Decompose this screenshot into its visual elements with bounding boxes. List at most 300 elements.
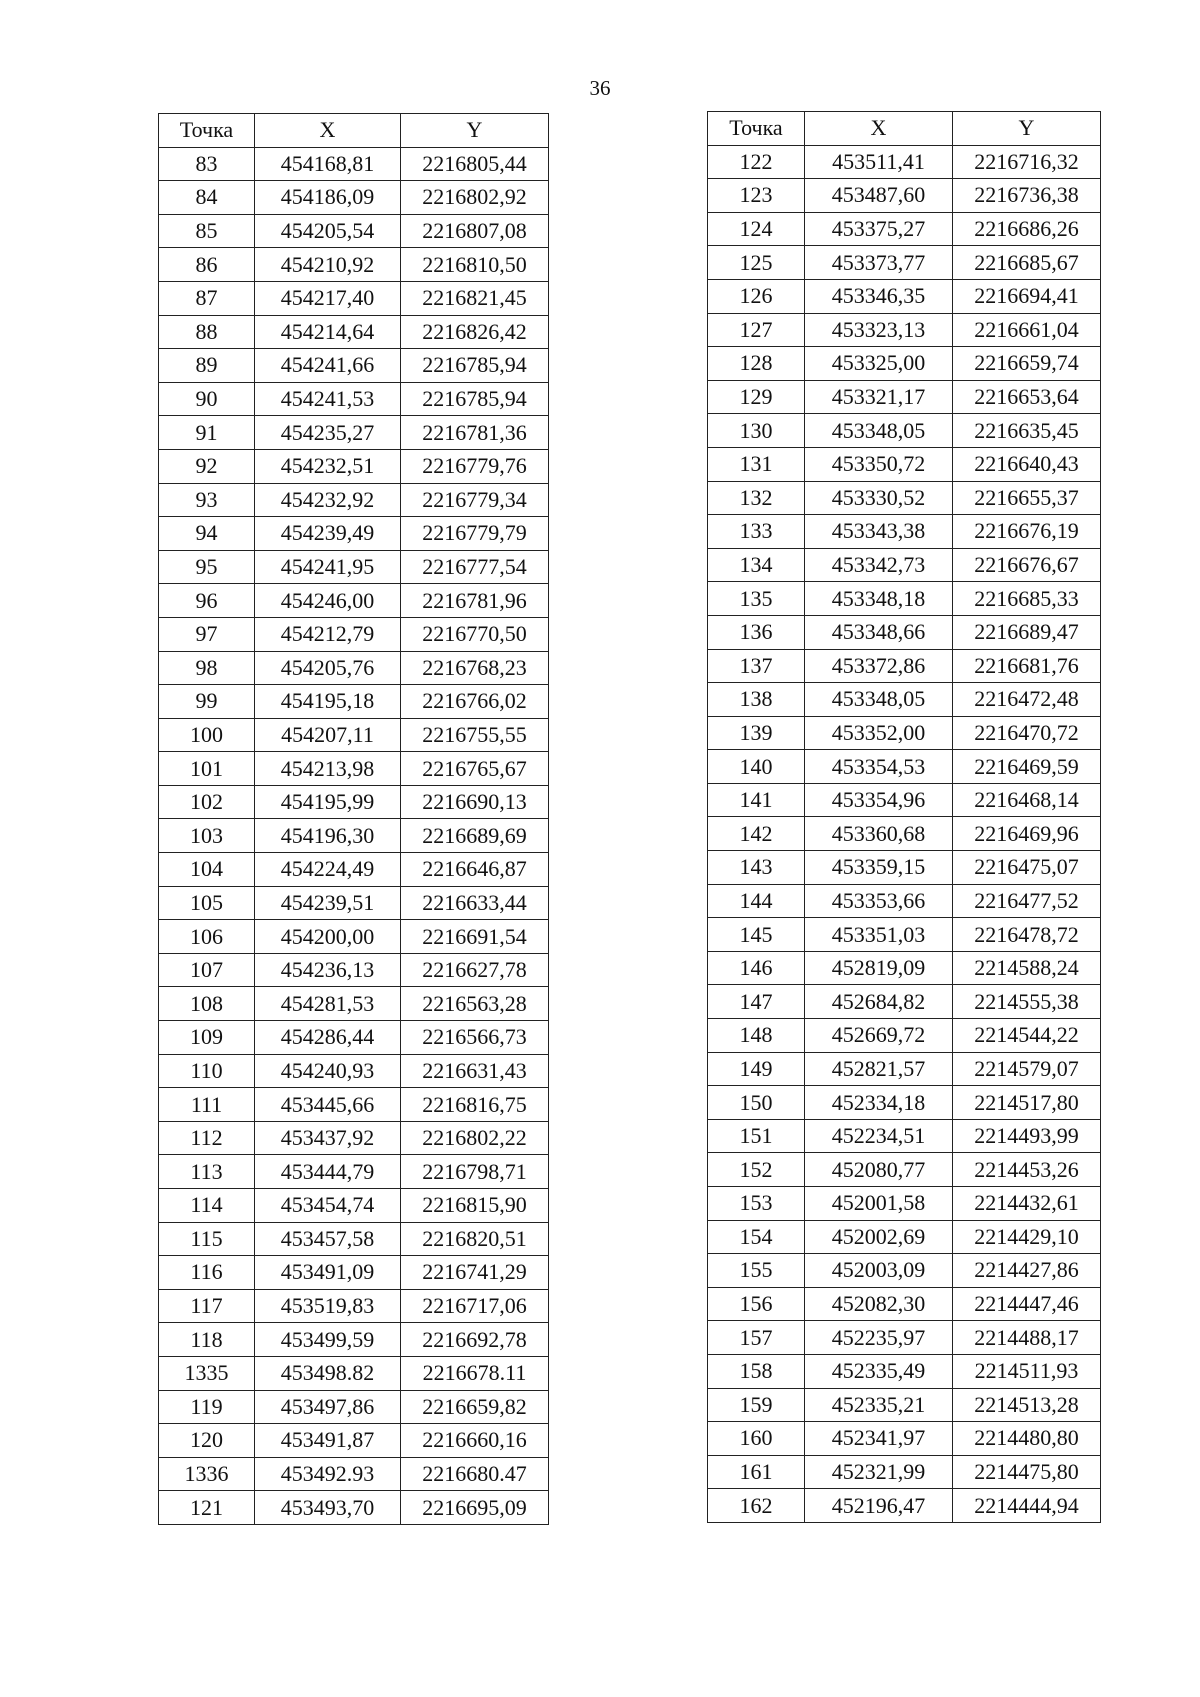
point-cell: 152 (708, 1153, 805, 1187)
table-row (708, 414, 1101, 448)
y-cell: 2216777,54 (401, 550, 549, 584)
x-cell: 453360,68 (805, 817, 953, 851)
table-row (708, 1388, 1101, 1422)
y-cell: 2216798,71 (401, 1155, 549, 1189)
x-cell: 454186,09 (255, 181, 401, 215)
table-row (708, 817, 1101, 851)
x-cell: 454213,98 (255, 752, 401, 786)
x-cell: 452082,30 (805, 1287, 953, 1321)
y-cell: 2214493,99 (953, 1119, 1101, 1153)
x-cell: 453348,18 (805, 582, 953, 616)
y-cell: 2216659,82 (401, 1390, 549, 1424)
x-cell: 454195,18 (255, 685, 401, 719)
x-cell: 452669,72 (805, 1019, 953, 1053)
table-row (708, 1422, 1101, 1456)
point-cell: 84 (159, 181, 255, 215)
point-cell: 103 (159, 819, 255, 853)
table-row (159, 953, 549, 987)
y-cell: 2214544,22 (953, 1019, 1101, 1053)
table-row (159, 853, 549, 887)
x-cell: 453321,17 (805, 380, 953, 414)
point-cell: 109 (159, 1021, 255, 1055)
x-cell: 454232,51 (255, 449, 401, 483)
y-cell: 2216566,73 (401, 1021, 549, 1055)
y-cell: 2216779,79 (401, 517, 549, 551)
point-cell: 111 (159, 1088, 255, 1122)
table-row (159, 382, 549, 416)
y-cell: 2216678.11 (401, 1356, 549, 1390)
x-cell: 453373,77 (805, 246, 953, 280)
y-cell: 2216661,04 (953, 313, 1101, 347)
x-cell: 454241,66 (255, 349, 401, 383)
point-cell: 136 (708, 615, 805, 649)
x-cell: 454241,53 (255, 382, 401, 416)
x-cell: 452234,51 (805, 1119, 953, 1153)
y-cell: 2216685,67 (953, 246, 1101, 280)
x-cell: 453348,05 (805, 414, 953, 448)
x-cell: 452235,97 (805, 1321, 953, 1355)
x-cell: 452819,09 (805, 951, 953, 985)
y-cell: 2214480,80 (953, 1422, 1101, 1456)
point-cell: 131 (708, 447, 805, 481)
table-row (159, 785, 549, 819)
x-cell: 453497,86 (255, 1390, 401, 1424)
point-cell: 113 (159, 1155, 255, 1189)
point-cell: 87 (159, 281, 255, 315)
y-cell: 2214511,93 (953, 1354, 1101, 1388)
column-header-point: Точка (159, 114, 255, 148)
table-row (159, 315, 549, 349)
table-row (159, 1323, 549, 1357)
x-cell: 454235,27 (255, 416, 401, 450)
table-row (159, 517, 549, 551)
y-cell: 2216640,43 (953, 447, 1101, 481)
x-cell: 453487,60 (805, 179, 953, 213)
table-row (708, 783, 1101, 817)
x-cell: 454286,44 (255, 1021, 401, 1055)
point-cell: 121 (159, 1491, 255, 1525)
point-cell: 117 (159, 1289, 255, 1323)
point-cell: 161 (708, 1455, 805, 1489)
point-cell: 124 (708, 212, 805, 246)
column-header-x: X (255, 114, 401, 148)
y-cell: 2214427,86 (953, 1254, 1101, 1288)
x-cell: 452341,97 (805, 1422, 953, 1456)
point-cell: 120 (159, 1424, 255, 1458)
table-row (159, 349, 549, 383)
x-cell: 453353,66 (805, 884, 953, 918)
y-cell: 2216475,07 (953, 851, 1101, 885)
table-row (708, 313, 1101, 347)
x-cell: 454239,49 (255, 517, 401, 551)
x-cell: 454224,49 (255, 853, 401, 887)
table-row (708, 683, 1101, 717)
table-row (708, 1254, 1101, 1288)
table-row (708, 548, 1101, 582)
y-cell: 2216690,13 (401, 785, 549, 819)
point-cell: 150 (708, 1086, 805, 1120)
x-cell: 454214,64 (255, 315, 401, 349)
column-header-point: Точка (708, 112, 805, 146)
point-cell: 98 (159, 651, 255, 685)
x-cell: 452196,47 (805, 1489, 953, 1523)
y-cell: 2216692,78 (401, 1323, 549, 1357)
x-cell: 453498.82 (255, 1356, 401, 1390)
y-cell: 2216472,48 (953, 683, 1101, 717)
x-cell: 454195,99 (255, 785, 401, 819)
point-cell: 1335 (159, 1356, 255, 1390)
table-row (159, 651, 549, 685)
y-cell: 2216766,02 (401, 685, 549, 719)
point-cell: 119 (159, 1390, 255, 1424)
table-row (708, 447, 1101, 481)
table-row (159, 1155, 549, 1189)
table-row (159, 1222, 549, 1256)
y-cell: 2214429,10 (953, 1220, 1101, 1254)
y-cell: 2216820,51 (401, 1222, 549, 1256)
y-cell: 2216755,55 (401, 718, 549, 752)
y-cell: 2216736,38 (953, 179, 1101, 213)
point-cell: 142 (708, 817, 805, 851)
point-cell: 129 (708, 380, 805, 414)
point-cell: 95 (159, 550, 255, 584)
point-cell: 90 (159, 382, 255, 416)
point-cell: 139 (708, 716, 805, 750)
table-row (708, 1489, 1101, 1523)
point-cell: 133 (708, 515, 805, 549)
x-cell: 453492.93 (255, 1457, 401, 1491)
x-cell: 452335,49 (805, 1354, 953, 1388)
point-cell: 156 (708, 1287, 805, 1321)
x-cell: 454205,54 (255, 214, 401, 248)
x-cell: 453342,73 (805, 548, 953, 582)
table-row (708, 918, 1101, 952)
y-cell: 2216691,54 (401, 920, 549, 954)
table-row (159, 416, 549, 450)
point-cell: 107 (159, 953, 255, 987)
y-cell: 2216655,37 (953, 481, 1101, 515)
y-cell: 2216689,47 (953, 615, 1101, 649)
point-cell: 141 (708, 783, 805, 817)
y-cell: 2216779,34 (401, 483, 549, 517)
point-cell: 91 (159, 416, 255, 450)
y-cell: 2216821,45 (401, 281, 549, 315)
x-cell: 454241,95 (255, 550, 401, 584)
point-cell: 157 (708, 1321, 805, 1355)
y-cell: 2214432,61 (953, 1187, 1101, 1221)
point-cell: 83 (159, 147, 255, 181)
point-cell: 153 (708, 1187, 805, 1221)
table-row (708, 380, 1101, 414)
table-row (159, 214, 549, 248)
y-cell: 2214447,46 (953, 1287, 1101, 1321)
x-cell: 452321,99 (805, 1455, 953, 1489)
table-row (159, 718, 549, 752)
point-cell: 99 (159, 685, 255, 719)
point-cell: 134 (708, 548, 805, 582)
x-cell: 453491,09 (255, 1256, 401, 1290)
x-cell: 453511,41 (805, 145, 953, 179)
column-header-y: Y (953, 112, 1101, 146)
point-cell: 116 (159, 1256, 255, 1290)
point-cell: 97 (159, 617, 255, 651)
point-cell: 148 (708, 1019, 805, 1053)
y-cell: 2214453,26 (953, 1153, 1101, 1187)
x-cell: 452821,57 (805, 1052, 953, 1086)
x-cell: 453372,86 (805, 649, 953, 683)
point-cell: 85 (159, 214, 255, 248)
point-cell: 143 (708, 851, 805, 885)
x-cell: 453323,13 (805, 313, 953, 347)
y-cell: 2216807,08 (401, 214, 549, 248)
y-cell: 2216741,29 (401, 1256, 549, 1290)
y-cell: 2216785,94 (401, 382, 549, 416)
page-number: 36 (589, 76, 611, 100)
y-cell: 2216477,52 (953, 884, 1101, 918)
y-cell: 2216716,32 (953, 145, 1101, 179)
y-cell: 2216631,43 (401, 1054, 549, 1088)
x-cell: 453437,92 (255, 1121, 401, 1155)
point-cell: 125 (708, 246, 805, 280)
point-cell: 93 (159, 483, 255, 517)
y-cell: 2216802,22 (401, 1121, 549, 1155)
y-cell: 2214513,28 (953, 1388, 1101, 1422)
point-cell: 118 (159, 1323, 255, 1357)
point-cell: 92 (159, 449, 255, 483)
y-cell: 2214588,24 (953, 951, 1101, 985)
point-cell: 89 (159, 349, 255, 383)
table-row (159, 1424, 549, 1458)
x-cell: 453491,87 (255, 1424, 401, 1458)
x-cell: 453346,35 (805, 279, 953, 313)
table-row (708, 1321, 1101, 1355)
y-cell: 2216635,45 (953, 414, 1101, 448)
point-cell: 155 (708, 1254, 805, 1288)
point-cell: 102 (159, 785, 255, 819)
point-cell: 160 (708, 1422, 805, 1456)
x-cell: 453444,79 (255, 1155, 401, 1189)
x-cell: 452001,58 (805, 1187, 953, 1221)
point-cell: 94 (159, 517, 255, 551)
y-cell: 2216815,90 (401, 1189, 549, 1223)
table-row (159, 752, 549, 786)
table-row (159, 147, 549, 181)
y-cell: 2216768,23 (401, 651, 549, 685)
y-cell: 2216660,16 (401, 1424, 549, 1458)
table-row (159, 1390, 549, 1424)
y-cell: 2216680.47 (401, 1457, 549, 1491)
coordinates-table-left (158, 113, 549, 1525)
x-cell: 454240,93 (255, 1054, 401, 1088)
y-cell: 2216676,19 (953, 515, 1101, 549)
point-cell: 130 (708, 414, 805, 448)
y-cell: 2216689,69 (401, 819, 549, 853)
table-row (708, 851, 1101, 885)
y-cell: 2216695,09 (401, 1491, 549, 1525)
point-cell: 132 (708, 481, 805, 515)
table-row (708, 279, 1101, 313)
point-cell: 108 (159, 987, 255, 1021)
x-cell: 454281,53 (255, 987, 401, 1021)
point-cell: 128 (708, 347, 805, 381)
x-cell: 454168,81 (255, 147, 401, 181)
table-row (708, 1086, 1101, 1120)
point-cell: 127 (708, 313, 805, 347)
y-cell: 2216810,50 (401, 248, 549, 282)
x-cell: 454232,92 (255, 483, 401, 517)
table-row (708, 246, 1101, 280)
column-header-y: Y (401, 114, 549, 148)
table-row (159, 1021, 549, 1055)
y-cell: 2216478,72 (953, 918, 1101, 952)
y-cell: 2216468,14 (953, 783, 1101, 817)
y-cell: 2214579,07 (953, 1052, 1101, 1086)
y-cell: 2214444,94 (953, 1489, 1101, 1523)
table-row (159, 987, 549, 1021)
x-cell: 453354,96 (805, 783, 953, 817)
point-cell: 126 (708, 279, 805, 313)
y-cell: 2214555,38 (953, 985, 1101, 1019)
table-row (159, 248, 549, 282)
x-cell: 454239,51 (255, 886, 401, 920)
x-cell: 452080,77 (805, 1153, 953, 1187)
table-row (708, 481, 1101, 515)
table-row (159, 1189, 549, 1223)
point-cell: 101 (159, 752, 255, 786)
table-row (708, 1052, 1101, 1086)
point-cell: 104 (159, 853, 255, 887)
y-cell: 2214475,80 (953, 1455, 1101, 1489)
x-cell: 453445,66 (255, 1088, 401, 1122)
point-cell: 86 (159, 248, 255, 282)
x-cell: 454217,40 (255, 281, 401, 315)
table-row (708, 212, 1101, 246)
table-row (708, 1287, 1101, 1321)
y-cell: 2214488,17 (953, 1321, 1101, 1355)
point-cell: 151 (708, 1119, 805, 1153)
table-header-row (159, 114, 549, 148)
x-cell: 453348,05 (805, 683, 953, 717)
table-row (708, 1220, 1101, 1254)
point-cell: 122 (708, 145, 805, 179)
x-cell: 452334,18 (805, 1086, 953, 1120)
y-cell: 2216717,06 (401, 1289, 549, 1323)
table-row (159, 584, 549, 618)
table-row (159, 550, 549, 584)
point-cell: 88 (159, 315, 255, 349)
x-cell: 453499,59 (255, 1323, 401, 1357)
table-row (159, 920, 549, 954)
table-row (159, 819, 549, 853)
point-cell: 137 (708, 649, 805, 683)
table-row (159, 886, 549, 920)
table-row (159, 1491, 549, 1525)
x-cell: 453350,72 (805, 447, 953, 481)
table-row (708, 1187, 1101, 1221)
table-row (159, 1457, 549, 1491)
table-row (708, 649, 1101, 683)
y-cell: 2216627,78 (401, 953, 549, 987)
x-cell: 453359,15 (805, 851, 953, 885)
table-row (708, 1019, 1101, 1053)
x-cell: 453351,03 (805, 918, 953, 952)
table-row (159, 1121, 549, 1155)
y-cell: 2216770,50 (401, 617, 549, 651)
point-cell: 100 (159, 718, 255, 752)
point-cell: 135 (708, 582, 805, 616)
y-cell: 2216694,41 (953, 279, 1101, 313)
point-cell: 158 (708, 1354, 805, 1388)
x-cell: 453375,27 (805, 212, 953, 246)
y-cell: 2216470,72 (953, 716, 1101, 750)
table-row (708, 1354, 1101, 1388)
x-cell: 452003,09 (805, 1254, 953, 1288)
x-cell: 454246,00 (255, 584, 401, 618)
y-cell: 2216686,26 (953, 212, 1101, 246)
point-cell: 1336 (159, 1457, 255, 1491)
table-row (159, 1088, 549, 1122)
table-row (708, 615, 1101, 649)
point-cell: 106 (159, 920, 255, 954)
table-row (159, 1054, 549, 1088)
y-cell: 2216765,67 (401, 752, 549, 786)
x-cell: 453519,83 (255, 1289, 401, 1323)
point-cell: 140 (708, 750, 805, 784)
y-cell: 2216826,42 (401, 315, 549, 349)
point-cell: 159 (708, 1388, 805, 1422)
x-cell: 453354,53 (805, 750, 953, 784)
table-row (708, 716, 1101, 750)
x-cell: 454207,11 (255, 718, 401, 752)
point-cell: 138 (708, 683, 805, 717)
point-cell: 149 (708, 1052, 805, 1086)
y-cell: 2216676,67 (953, 548, 1101, 582)
table-row (708, 951, 1101, 985)
y-cell: 2216469,59 (953, 750, 1101, 784)
x-cell: 453348,66 (805, 615, 953, 649)
table-row (708, 884, 1101, 918)
x-cell: 454205,76 (255, 651, 401, 685)
table-row (159, 449, 549, 483)
table-row (708, 1153, 1101, 1187)
point-cell: 154 (708, 1220, 805, 1254)
table-row (708, 1455, 1101, 1489)
y-cell: 2216646,87 (401, 853, 549, 887)
table-header-row (708, 112, 1101, 146)
x-cell: 452335,21 (805, 1388, 953, 1422)
table-row (708, 179, 1101, 213)
point-cell: 96 (159, 584, 255, 618)
y-cell: 2216781,96 (401, 584, 549, 618)
table-row (159, 181, 549, 215)
table-row (708, 750, 1101, 784)
point-cell: 115 (159, 1222, 255, 1256)
coordinates-table-right (707, 111, 1101, 1523)
table-row (708, 582, 1101, 616)
x-cell: 453457,58 (255, 1222, 401, 1256)
y-cell: 2216633,44 (401, 886, 549, 920)
x-cell: 454210,92 (255, 248, 401, 282)
table-row (159, 1256, 549, 1290)
y-cell: 2216785,94 (401, 349, 549, 383)
table-row (708, 145, 1101, 179)
column-header-x: X (805, 112, 953, 146)
x-cell: 454212,79 (255, 617, 401, 651)
x-cell: 453454,74 (255, 1189, 401, 1223)
point-cell: 162 (708, 1489, 805, 1523)
y-cell: 2216469,96 (953, 817, 1101, 851)
table-row (159, 685, 549, 719)
